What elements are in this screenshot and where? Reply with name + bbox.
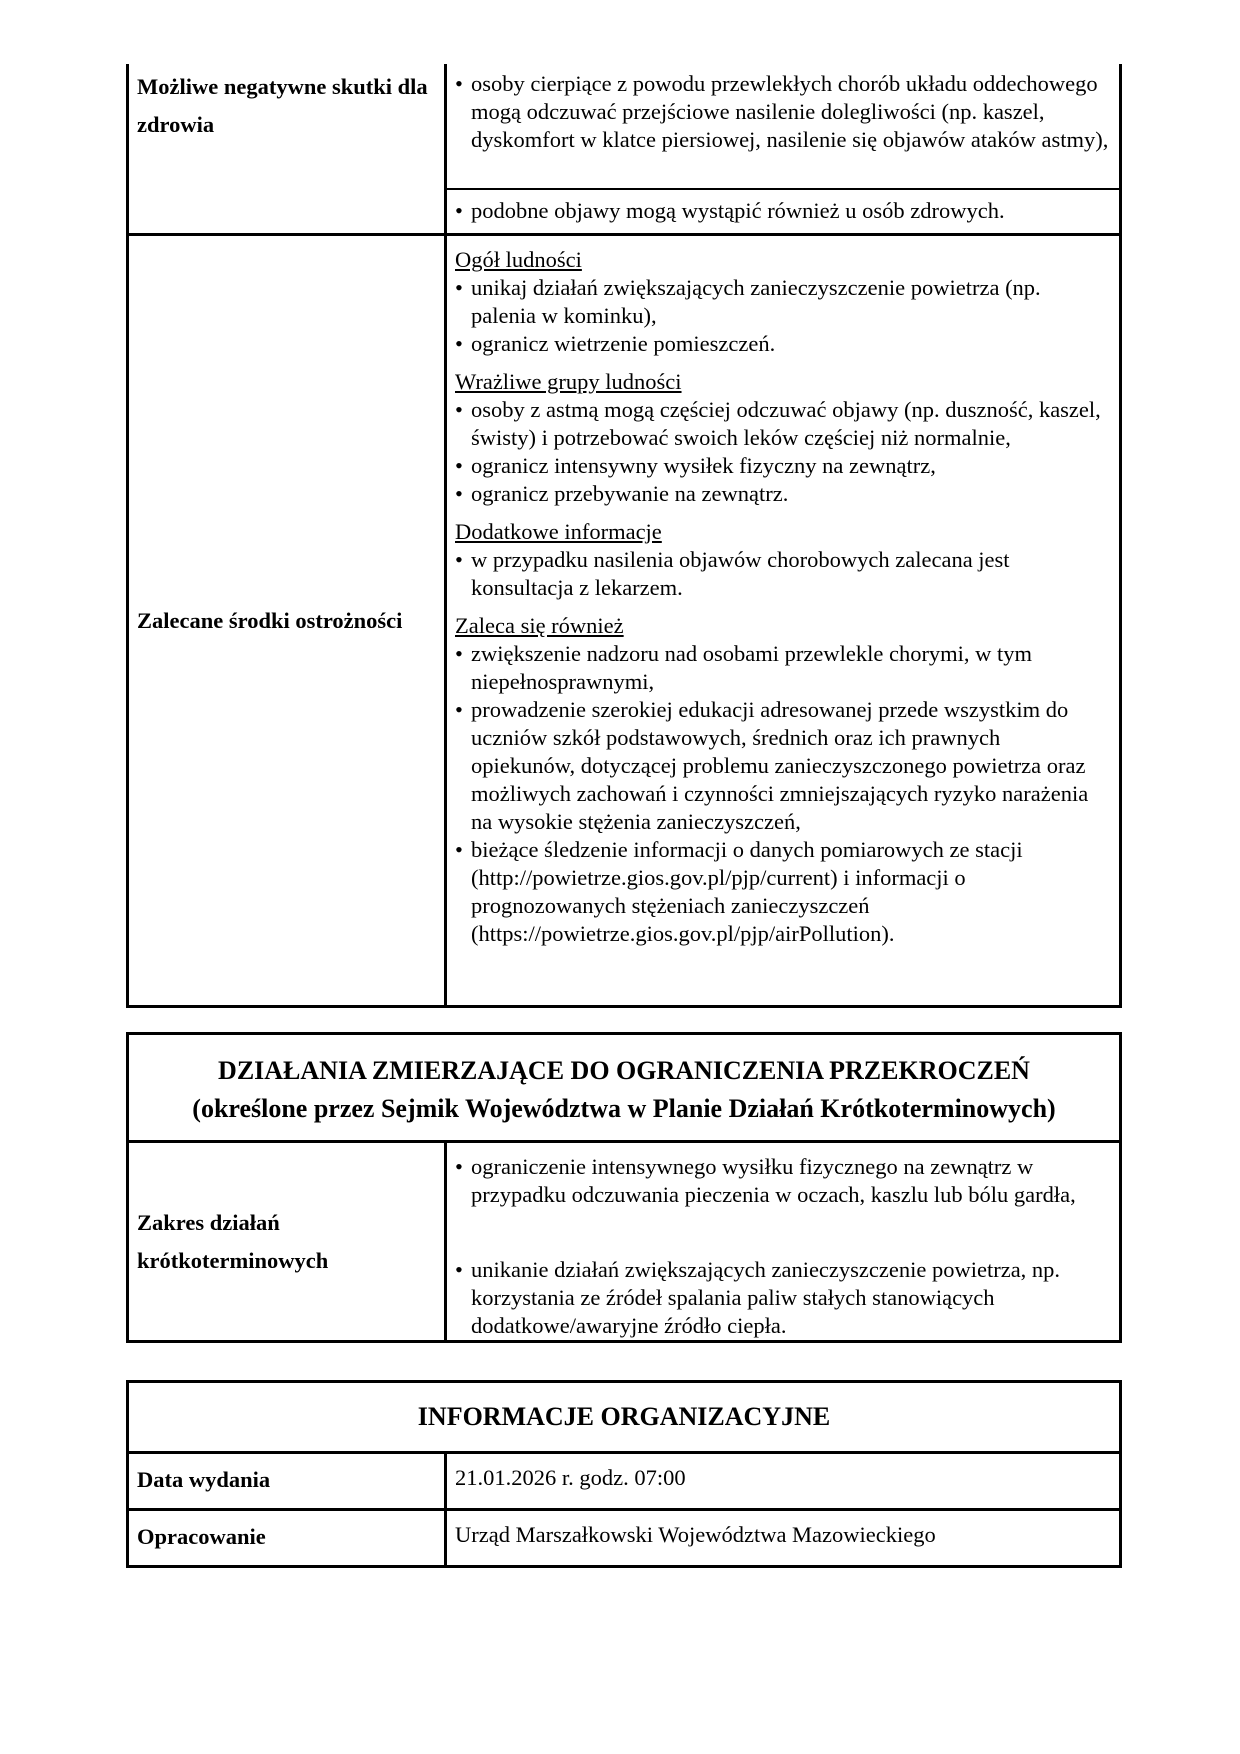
- section-title: Ogół ludności: [455, 247, 582, 272]
- actions-heading-row: [129, 1032, 1119, 1143]
- list-item: • ograniczenie intensywnego wysiłku fizycznego na zewnątrz w przypadku odczuwania pieczenia w oczach, kaszlu lub bólu gardła,: [455, 1153, 1109, 1209]
- health-effects-item: [447, 64, 1119, 188]
- author-value: [447, 1511, 1119, 1565]
- actions-label: Zakres działań krótkoterminowych: [129, 1143, 447, 1340]
- list-item: • osoby z astmą mogą częściej odczuwać objawy (np. duszność, kaszel, świsty) i potrzebować swoich leków częściej niż normalnie,: [455, 396, 1109, 452]
- precautions-label: Zalecane środki ostrożności: [129, 236, 447, 1005]
- actions-table: [126, 1032, 1122, 1343]
- list-item: • bieżące śledzenie informacji o danych pomiarowych ze stacji (http://powietrze.gios.gov.pl/pjp/current) i informacji o prognozowanych stężeniach zanieczyszczeń (https://powietrze.gios.gov.pl/pjp/airPollution).: [455, 836, 1109, 948]
- actions-heading-line1: DZIAŁANIA ZMIERZAJĄCE DO OGRANICZENIA PRZEKROCZEŃ: [218, 1056, 1030, 1085]
- list-item: • zwiększenie nadzoru nad osobami przewlekle chorymi, w tym niepełnosprawnymi,: [455, 640, 1109, 696]
- date-value: [447, 1454, 1119, 1508]
- list-item: • osoby cierpiące z powodu przewlekłych chorób układu oddechowego mogą odczuwać przejściowe nasilenie dolegliwości (np. kaszel, dyskomfort w klatce piersiowej, nasilenie się objawów ataków astmy),: [455, 70, 1109, 154]
- list-item: • ogranicz przebywanie na zewnątrz.: [455, 480, 1109, 508]
- precaution-section: [455, 518, 1109, 602]
- precautions-value: [447, 236, 1119, 1005]
- org-table: [126, 1380, 1122, 1568]
- precaution-section: [455, 368, 1109, 508]
- org-heading-row: [129, 1380, 1119, 1454]
- actions-item: [447, 1143, 1119, 1246]
- actions-heading-line2: (określone przez Sejmik Województwa w Planie Działań Krótkoterminowych): [192, 1094, 1056, 1123]
- precautions-row: [129, 236, 1119, 1008]
- org-row-author: [129, 1511, 1119, 1568]
- date-label: Data wydania: [129, 1454, 447, 1508]
- section-title: Zaleca się również: [455, 613, 624, 638]
- actions-item: [447, 1246, 1119, 1346]
- precaution-section: [455, 246, 1109, 358]
- org-row-date: [129, 1454, 1119, 1511]
- actions-value: [447, 1143, 1119, 1340]
- actions-row: [129, 1143, 1119, 1343]
- list-item: • w przypadku nasilenia objawów chorobowych zalecana jest konsultacja z lekarzem.: [455, 546, 1109, 602]
- org-heading: INFORMACJE ORGANIZACYJNE: [417, 1402, 831, 1431]
- author-label: Opracowanie: [129, 1511, 447, 1565]
- precautions-content: [447, 236, 1119, 954]
- list-item: • prowadzenie szerokiej edukacji adresowanej przede wszystkim do uczniów szkół podstawowych, średnich oraz ich prawnych opiekunów, dotyczącej problemu zanieczyszczonego powietrza oraz możliwych zachowań i czynności zmniejszających ryzyko narażenia na wysokie stężenia zanieczyszczeń,: [455, 696, 1109, 836]
- section-title: Dodatkowe informacje: [455, 519, 662, 544]
- list-item: • unikaj działań zwiększających zanieczyszczenie powietrza (np. palenia w kominku),: [455, 274, 1109, 330]
- health-effects-label: Możliwe negatywne skutki dla zdrowia: [129, 64, 447, 233]
- health-effects-value: [447, 64, 1119, 233]
- health-table: [126, 64, 1122, 1008]
- list-item: • ogranicz intensywny wysiłek fizyczny na zewnątrz,: [455, 452, 1109, 480]
- health-effects-row: [129, 64, 1119, 236]
- actions-heading: [129, 1035, 1119, 1140]
- list-item: • podobne objawy mogą wystąpić również u osób zdrowych.: [455, 197, 1109, 225]
- list-item: • unikanie działań zwiększających zanieczyszczenie powietrza, np. korzystania ze źródeł spalania paliw stałych stanowiących dodatkowe/awaryjne źródło ciepła.: [455, 1256, 1109, 1340]
- health-effects-item: [447, 188, 1119, 231]
- section-title: Wrażliwe grupy ludności: [455, 369, 682, 394]
- list-item: • ogranicz wietrzenie pomieszczeń.: [455, 330, 1109, 358]
- date-text: 21.01.2026 r. godz. 07:00: [455, 1465, 686, 1490]
- precaution-section: [455, 612, 1109, 948]
- author-text: Urząd Marszałkowski Województwa Mazowieckiego: [455, 1522, 936, 1547]
